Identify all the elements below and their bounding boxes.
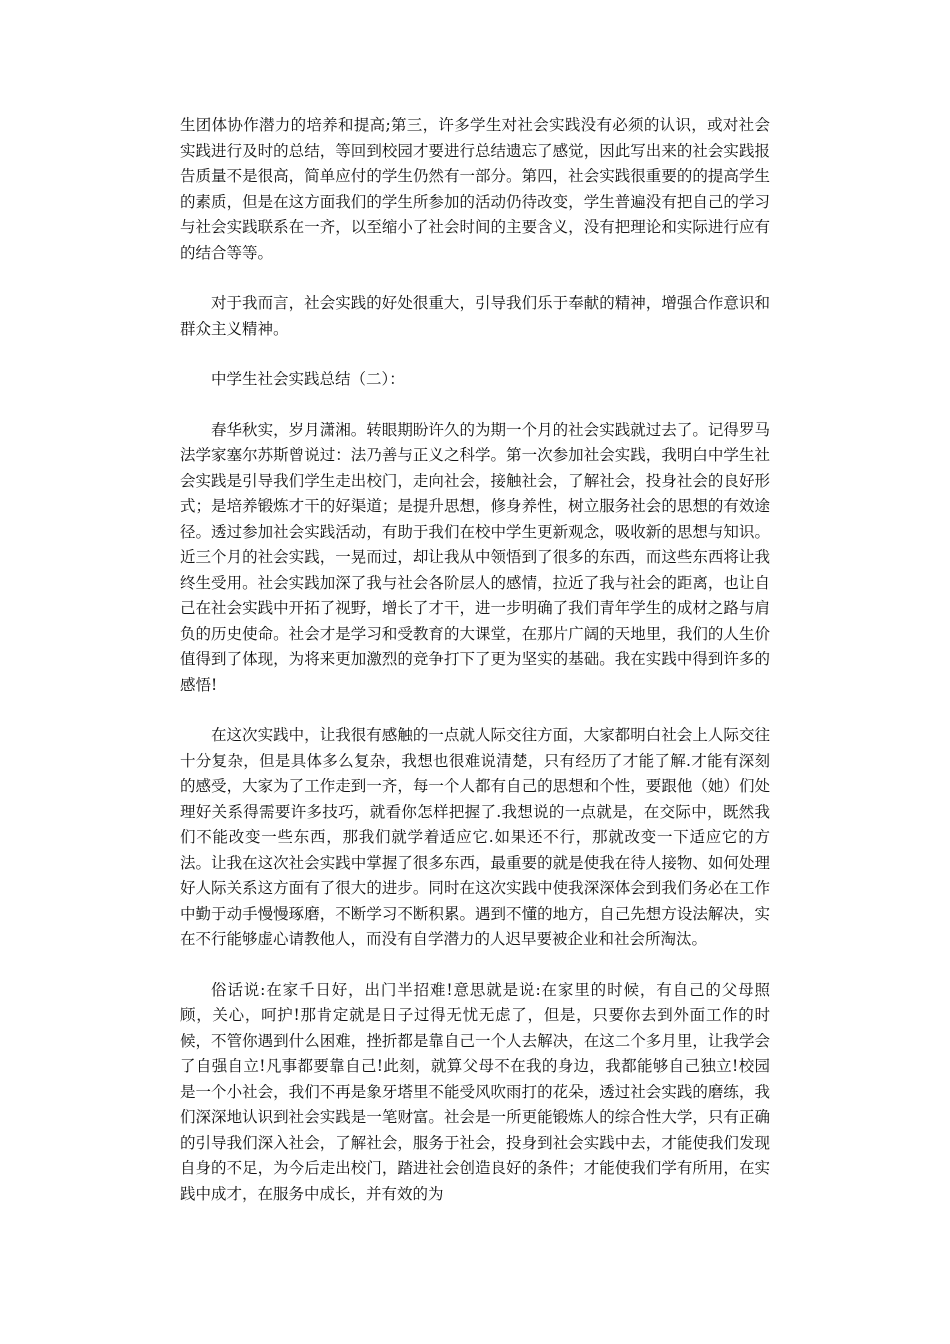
paragraph-interpersonal: 在这次实践中，让我很有感触的一点就人际交往方面，大家都明白社会上人际交往十分复杂，但是具体多么复杂，我想也很难说清楚，只有经历了才能了解.才能有深刻的感受，大家为了工作走到一齐，每一个人都有自己的思想和个性，要跟他（她）们处理好关系得需要许多技巧，就看你怎样把握了.我想说的一点就是，在交际中，既然我们不能改变一些东西，那我们就学着适应它.如果还不行，那就改变一下适应它的方法。让我在这次社会实践中掌握了很多东西，最重要的就是使我在待人接物、如何处理好人际关系这方面有了很大的进步。同时在这次实践中使我深深体会到我们务必在工作中勤于动手慢慢琢磨，不断学习不断积累。遇到不懂的地方，自己先想方设法解决，实在不行能够虚心请教他人，而没有自学潜力的人迟早要被企业和社会所淘汰。 (180, 726, 770, 948)
paragraph-significance: 对于我而言，社会实践的好处很重大，引导我们乐于奉献的精神，增强合作意识和群众主义精神。 (180, 294, 770, 338)
paragraph-intro: 春华秋实，岁月潇湘。转眼期盼许久的为期一个月的社会实践就过去了。记得罗马法学家塞尔苏斯曾说过：法乃善与正义之科学。第一次参加社会实践，我明白中学生社会实践是引导我们学生走出校门，走向社会，接触社会，了解社会，投身社会的良好形式；是培养锻炼才干的好渠道；是提升思想，修身养性，树立服务社会的思想的有效途径。透过参加社会实践活动，有助于我们在校中学生更新观念，吸收新的思想与知识。近三个月的社会实践，一晃而过，却让我从中领悟到了很多的东西，而这些东西将让我终生受用。社会实践加深了我与社会各阶层人的感情，拉近了我与社会的距离，也让自己在社会实践中开拓了视野，增长了才干，进一步明确了我们青年学生的成材之路与肩负的历史使命。社会才是学习和受教育的大课堂，在那片广阔的天地里，我们的人生价值得到了体现，为将来更加激烈的竞争打下了更为坚实的基础。我在实践中得到许多的感悟! (180, 420, 770, 694)
section-heading: 中学生社会实践总结（二）： (211, 370, 405, 388)
paragraph-continuation: 生团体协作潜力的培养和提高;第三，许多学生对社会实践没有必须的认识，或对社会实践进行及时的总结，等回到校园才要进行总结遗忘了感觉，因此写出来的社会实践报告质量不是很高，简单应付的学生仍然有一部分。第四，社会实践很重要的的提高学生的素质，但是在这方面我们的学生所参加的活动仍待改变，学生普遍没有把自己的学习与社会实践联系在一齐，以至缩小了社会时间的主要含义，没有把理论和实际进行应有的结合等等。 (180, 116, 770, 262)
document-body (180, 113, 770, 1232)
paragraph-independence: 俗话说:在家千日好，出门半招难!意思就是说:在家里的时候，有自己的父母照顾，关心，呵护!那肯定就是日子过得无忧无虑了，但是，只要你去到外面工作的时候，不管你遇到什么困难，挫折都是靠自己一个人去解决，在这二个多月里，让我学会了自强自立!凡事都要靠自己!此刻，就算父母不在我的身边，我都能够自己独立!校园是一个小社会，我们不再是象牙塔里不能受风吹雨打的花朵，透过社会实践的磨练，我们深深地认识到社会实践是一笔财富。社会是一所更能锻炼人的综合性大学，只有正确的引导我们深入社会，了解社会，服务于社会，投身到社会实践中去，才能使我们发现自身的不足，为今后走出校门，踏进社会创造良好的条件；才能使我们学有所用，在实践中成才，在服务中成长，并有效的为 (180, 980, 770, 1203)
